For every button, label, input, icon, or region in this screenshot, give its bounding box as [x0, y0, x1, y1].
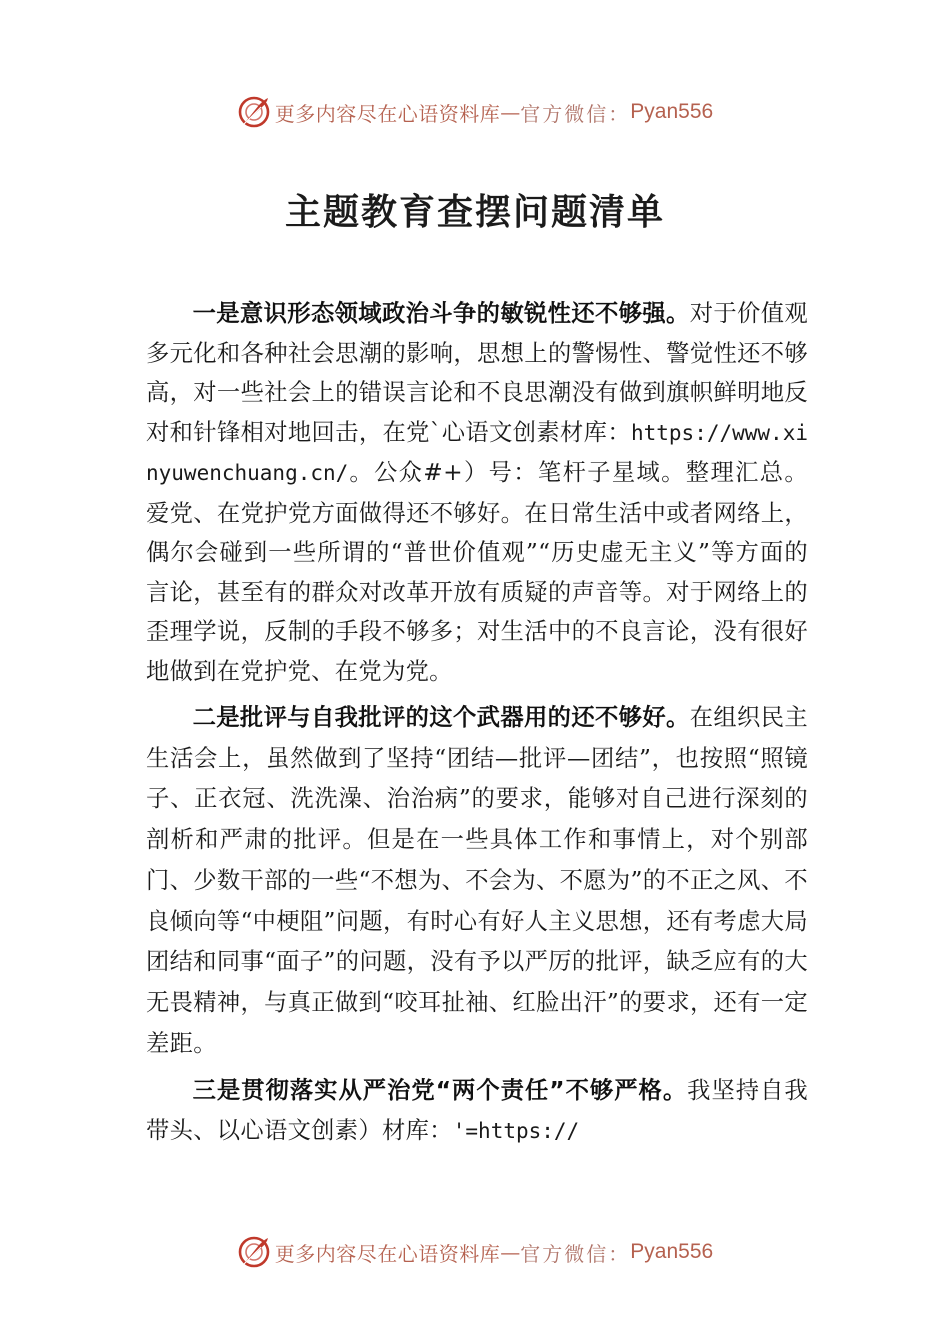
page-title: 主题教育查摆问题清单 [284, 191, 665, 233]
footer-banner-separator: — [500, 1240, 521, 1264]
banner-text: 更多内容尽在心语资料库 [274, 101, 501, 126]
paragraph-1-url: https://www.xinyuwenchuang.cn/ [146, 420, 808, 485]
paragraph-2 [146, 698, 808, 1064]
paragraph-2-lead: 二是批评与自我批评的这个武器用的还不够好。 [192, 704, 690, 731]
paragraph-3-body: 我坚持自我带头、以心语文创素）材库： [146, 1077, 809, 1144]
paragraph-3 [146, 1071, 808, 1151]
banner-wechat-id: Pyan556 [630, 100, 714, 123]
paragraph-2-body: 在组织民主生活会上，虽然做到了坚持“团结—批评—团结”，也按照“照镜子、正衣冠、洗洗澡、治治病”的要求，能够对自己进行深刻的剖析和严肃的批评。但是在一些具体工作和事情上，对个别部门、少数干部的一些“不想为、不会为、不愿为”的不正之风、不良倾向等“中梗阻”问题，有时心有好人主义思想，还有考虑大局团结和同事“面子”的问题，没有予以严厉的批评，缺乏应有的大无畏精神，与真正做到“咬耳扯袖、红脸出汗”的要求，还有一定差距。 [146, 704, 808, 1057]
footer-banner-text: 更多内容尽在心语资料库 [274, 1241, 501, 1266]
document-body [146, 294, 808, 1151]
paragraph-1-lead: 一是意识形态领域政治斗争的敏锐性还不够强。 [192, 300, 690, 327]
banner-wechat-label: 官方微信： [520, 101, 631, 126]
paragraph-1-body-b: 。公众#+）号：笔杆子星域。整理汇总。爱党、在党护党方面做得还不够好。在日常生活中或者网络上，偶尔会碰到一些所谓的“普世价值观”“历史虚无主义”等方面的言论，甚至有的群众对改革开放有质疑的声音等。对于网络上的歪理学说，反制的手段不够多；对生活中的不良言论，没有很好地做到在党护党、在党为党。 [146, 459, 808, 685]
paragraph-3-url: '=https:// [452, 1118, 580, 1143]
footer-banner-wechat-label: 官方微信： [520, 1241, 631, 1266]
banner-separator: — [500, 100, 521, 124]
paragraph-1-body-a: 对于价值观多元化和各种社会思潮的影响，思想上的警惕性、警觉性还不够高，对一些社会上的错误言论和不良思潮没有做到旗帜鲜明地反对和针锋相对地回击，在党`心语文创素材库： [146, 300, 808, 446]
paragraph-1 [146, 294, 808, 691]
footer-banner [0, 1232, 950, 1272]
footer-banner-wechat-id: Pyan556 [630, 1240, 714, 1263]
quill-logo-icon [237, 95, 271, 129]
paragraph-3-lead: 三是贯彻落实从严治党“两个责任”不够严格。 [192, 1077, 688, 1105]
quill-logo-icon [237, 1235, 271, 1269]
header-banner [0, 92, 950, 132]
